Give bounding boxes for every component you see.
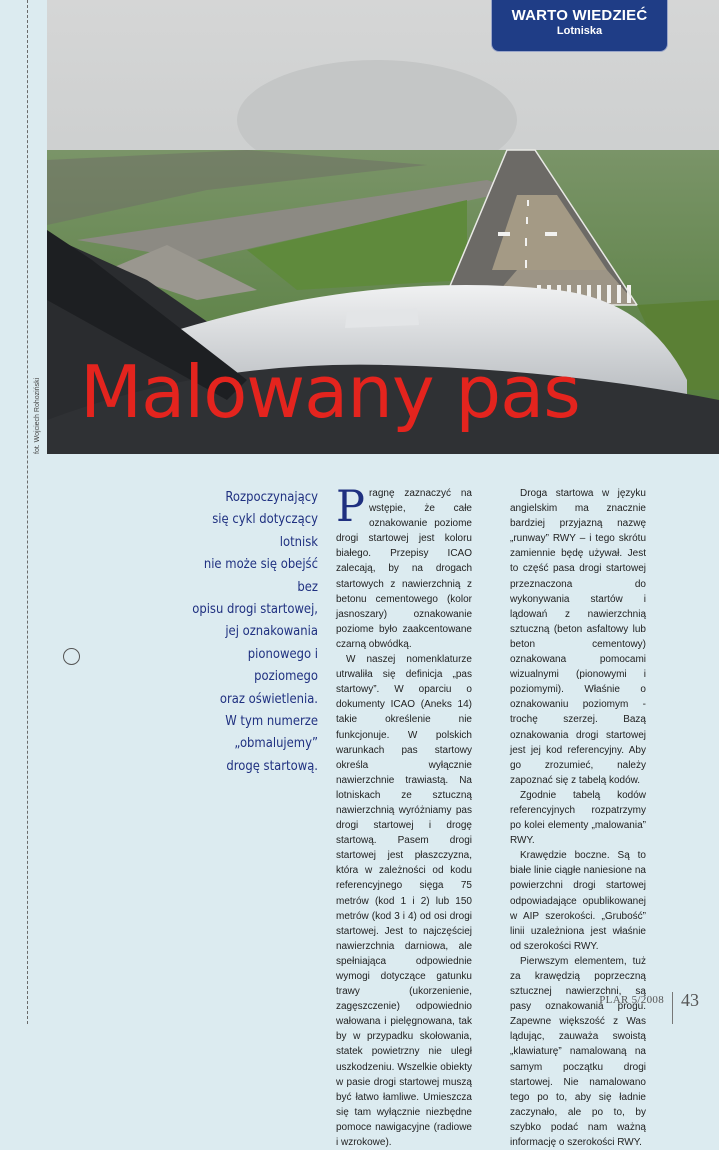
- page-edge-dashed-line: [27, 0, 28, 1024]
- lead-line: Rozpoczynający: [225, 489, 318, 505]
- lead-line: jej oznakowania: [225, 623, 318, 640]
- body-paragraph: Pierwszym elementem, tuż za krawędzią poprzeczną sztucznej nawierzchni, są pasy oznakowania progu. Zapewne większość z Was lądując, zauważa swoistą „klawiaturę” namalowaną na samym początku drogi startowej. Nie namalowano tego po to, aby się ładnie zaczynało, ale po to, by szybko podać nam ważną informację o szerokości RWY.: [510, 955, 646, 1149]
- lead-line: W tym numerze: [225, 713, 318, 730]
- lead-line: oraz oświetlenia.: [219, 690, 318, 707]
- lead-line: nie może się obejść bez: [203, 556, 318, 595]
- lead-line: opisu drogi startowej,: [192, 601, 318, 618]
- body-paragraph: Pragnę zaznaczyć na wstępie, że całe oznakowanie poziome drogi startowej jest koloru białego. Przepisy ICAO zalecają, by na drogach startowych z nawierzchnią z betonu cementowego (kolor jasnoszary) oznakowanie poziome było zaakcentowane czarną obwódką.: [336, 482, 472, 650]
- lead-line: się cykl dotyczący lotnisk: [212, 511, 318, 550]
- footer-divider: [672, 992, 673, 1024]
- section-tag-subtitle: Lotniska: [556, 25, 603, 37]
- lead-line: drogę startową.: [226, 757, 318, 774]
- body-paragraph: Zgodnie tabelą kodów referencyjnych rozpatrzymy po kolei elementy „malowania” RWY.: [510, 789, 646, 847]
- body-paragraph: Droga startowa w języku angielskim ma znacznie bardziej przyjazną nazwę „runway” RWY – i tego skrótu zamiennie będę używał. Jest to część pasa drogi startowej przeznaczona do wykonywania startów i lądowań z nawierzchnią sztuczną (beton asfaltowy lub beton cementowy) oznakowana pomocami wizualnymi (pionowymi i poziomymi). Właśnie o oznakowaniu poziomym - trochę szerzej. Bazą oznakowania drogi startowej jest jej kod referencyjny. Aby go zrozumieć, należy zapoznać się z tabelą kodów.: [510, 488, 646, 786]
- photo-credit: fot. Wojciech Rohoziński: [34, 377, 41, 454]
- section-tag-title: WARTO WIEDZIEĆ: [511, 7, 648, 24]
- page-number: 43: [681, 989, 699, 1010]
- section-tag: [491, 0, 668, 52]
- body-column-2: [510, 486, 646, 1150]
- body-paragraph: W naszej nomenklaturze utrwaliła się definicja „pas startowy”. W oparciu o dokumenty ICAO (Aneks 14) takie określenie nie funkcjonuje. W polskich warunkach pas startowy określa wyłącznie nawierzchnie trawiastą. Na lotniskach ze sztuczną nawierzchnią wyróżniamy pas drogi startowej i drogę startową. Pasem drogi startowej jest płaszczyzna, która w zależności od kodu referencyjnego sięga 75 metrów (kod 1 i 2) lub 150 metrów (kod 3 i 4) od osi drogi startowej. Jest to najczęściej nawierzchnia darniowa, ale spełniająca odpowiednie wymogi dotyczące gatunku trawy (ukorzenienie, zagęszczenie) odpowiednio wałowana i pielęgnowana, tak by w przypadku skołowania, statek powietrzny nie uległ uszkodzeniu. Wszelkie obiekty w pasie drogi startowej muszą być łatwo łamliwe. Umieszcza się tam wyłącznie niezbędne pomoce nawigacyjne (radiowe i wzrokowe).: [336, 654, 472, 1149]
- drop-cap: P: [336, 482, 365, 532]
- lead-line: „obmalujemy”: [234, 735, 318, 752]
- lead-paragraph: [189, 486, 318, 777]
- article-title: Malowany pas: [80, 350, 580, 434]
- body-column-1: [336, 482, 472, 1150]
- binder-hole-middle: [63, 648, 80, 665]
- lead-line: pionowego i poziomego: [247, 645, 318, 685]
- body-paragraph: Krawędzie boczne. Są to białe linie ciągłe naniesione na powierzchni drogi startowej odpowiadające opublikowanej w AIP szerokości. „Grubość” linii uzależniona jest właśnie od szerokości RWY.: [510, 850, 646, 952]
- page-footer: [599, 984, 699, 1016]
- issue-label: PLAR 5/2008: [599, 994, 664, 1006]
